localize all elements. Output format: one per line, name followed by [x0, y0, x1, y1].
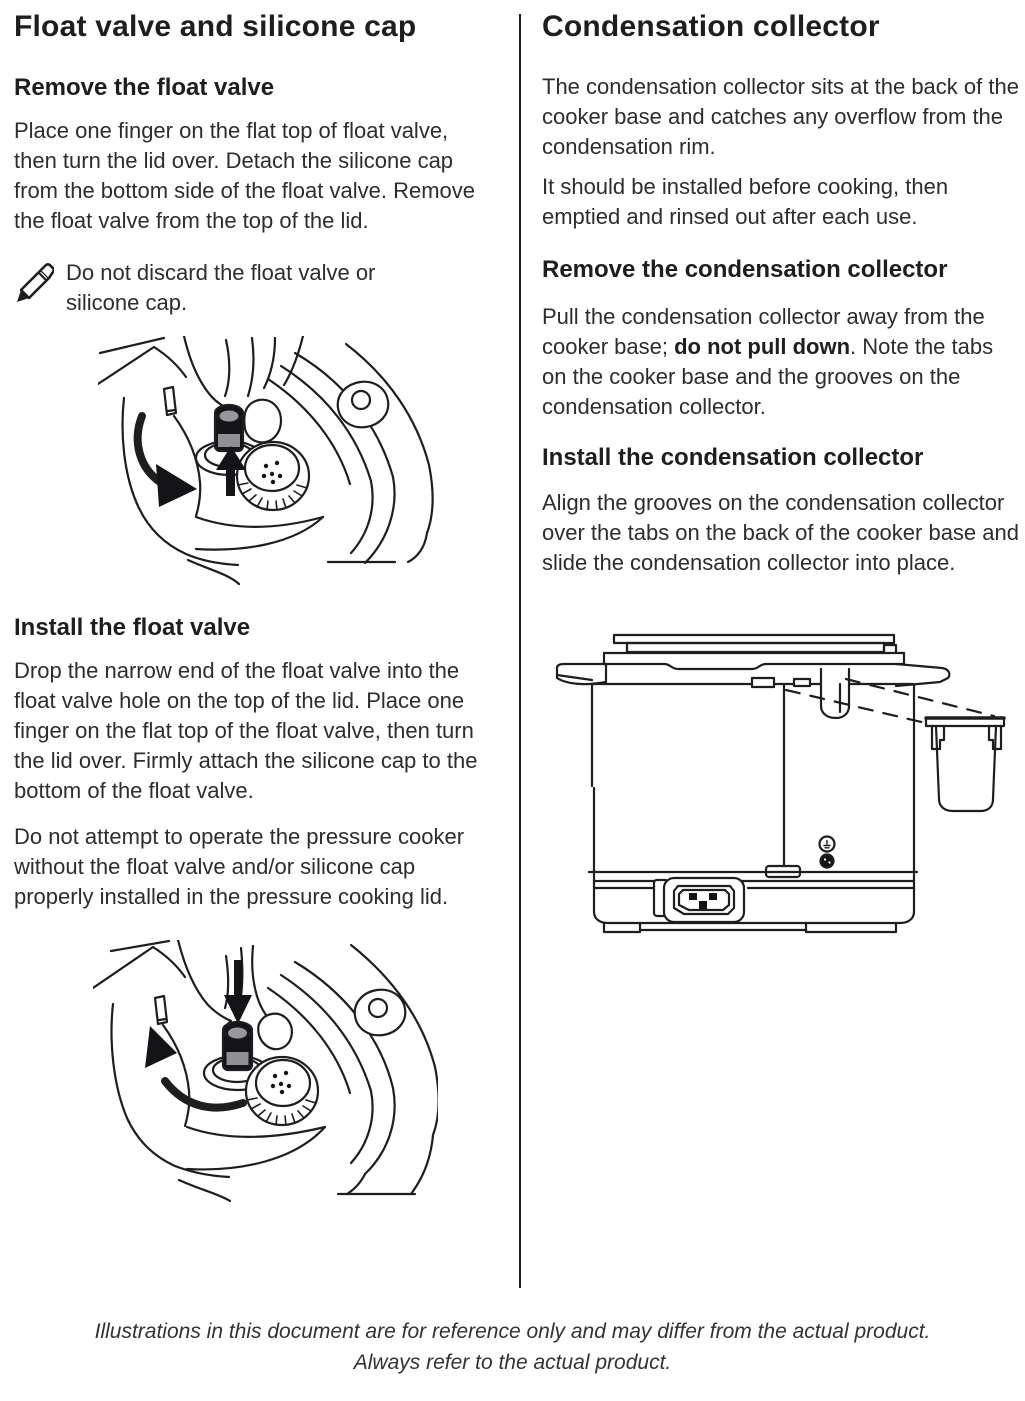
heading-install-collector: Install the condensation collector	[542, 444, 924, 471]
note-block	[14, 258, 494, 318]
footer-line-1: Illustrations in this document are for reference only and may differ from the actual product.	[94, 1320, 931, 1343]
remove-float-valve-illustration	[98, 336, 438, 586]
para-install-collector: Align the grooves on the condensation collector over the tabs on the back of the cooker base and slide the condensation collector into place.	[542, 490, 1019, 575]
para-float-valve-warning: Do not attempt to operate the pressure cooker without the float valve and/or silicone cap properly installed in the pressure cooking lid.	[14, 824, 465, 909]
page-title-left: Float valve and silicone cap	[14, 10, 417, 43]
para-remove-collector-suffix: . Note the tabs on the cooker base and the grooves on the condensation collector.	[542, 334, 994, 419]
left-column	[14, 0, 494, 1202]
heading-remove-float-valve: Remove the float valve	[14, 74, 275, 101]
para-remove-float-valve: Place one finger on the flat top of float valve, then turn the lid over. Detach the silicone cap from the bottom side of the float valve. Remove the float valve from the top of the lid.	[14, 118, 476, 233]
para-remove-collector-prefix: Pull the condensation collector away from the cooker base;	[542, 304, 985, 359]
install-float-valve-illustration	[93, 940, 438, 1202]
footer-disclaimer	[0, 1316, 1025, 1378]
heading-install-float-valve: Install the float valve	[14, 614, 251, 641]
column-divider	[519, 14, 521, 1288]
footer-line-2: Always refer to the actual product.	[353, 1351, 672, 1374]
para-collector-intro-2: It should be installed before cooking, then emptied and rinsed out after each use.	[542, 174, 949, 229]
para-install-float-valve: Drop the narrow end of the float valve into the float valve hole on the top of the lid. Place one finger on the flat top of the float valve, then turn the lid over. Firmly attach the silicone cap to the bottom of the float valve.	[14, 658, 478, 803]
para-collector-intro-1: The condensation collector sits at the back of the cooker base and catches any overflow from the condensation rim.	[542, 74, 1019, 159]
para-remove-collector	[542, 302, 1022, 422]
pencil-icon	[14, 260, 54, 304]
para-remove-collector-bold: do not pull down	[674, 334, 851, 359]
heading-remove-collector: Remove the condensation collector	[542, 256, 948, 283]
condensation-collector-illustration	[544, 622, 1021, 939]
note-text: Do not discard the float valve or silicone cap.	[66, 260, 376, 315]
right-column	[542, 0, 1022, 939]
page-title-right: Condensation collector	[542, 10, 880, 43]
